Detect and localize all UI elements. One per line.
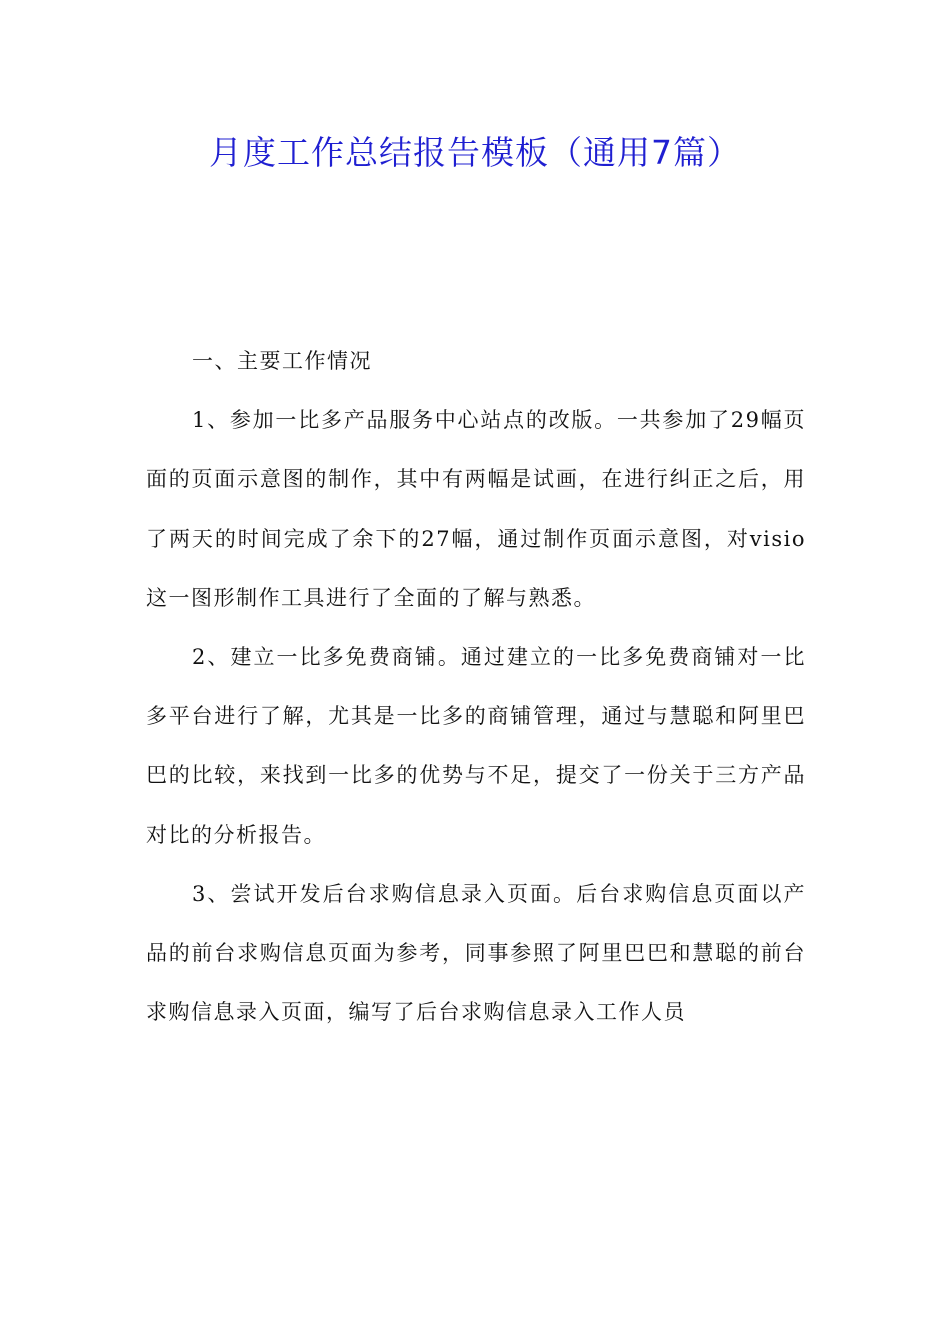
paragraph-3: 3、尝试开发后台求购信息录入页面。后台求购信息页面以产品的前台求购信息页面为参考，同事参照了阿里巴巴和慧聪的前台求购信息录入页面，编写了后台求购信息录入工作人员 bbox=[146, 881, 806, 1025]
section-heading: 一、主要工作情况 bbox=[192, 349, 372, 373]
document-title: 月度工作总结报告模板（通用7篇） bbox=[209, 133, 741, 172]
document-body bbox=[146, 332, 806, 1042]
paragraph-1: 1、参加一比多产品服务中心站点的改版。一共参加了29幅页面的页面示意图的制作，其中有两幅是试画，在进行纠正之后，用了两天的时间完成了余下的27幅，通过制作页面示意图，对visio这一图形制作工具进行了全面的了解与熟悉。 bbox=[146, 408, 806, 610]
paragraph-2: 2、建立一比多免费商铺。通过建立的一比多免费商铺对一比多平台进行了解，尤其是一比多的商铺管理，通过与慧聪和阿里巴巴的比较，来找到一比多的优势与不足，提交了一份关于三方产品对比的分析报告。 bbox=[146, 645, 806, 847]
